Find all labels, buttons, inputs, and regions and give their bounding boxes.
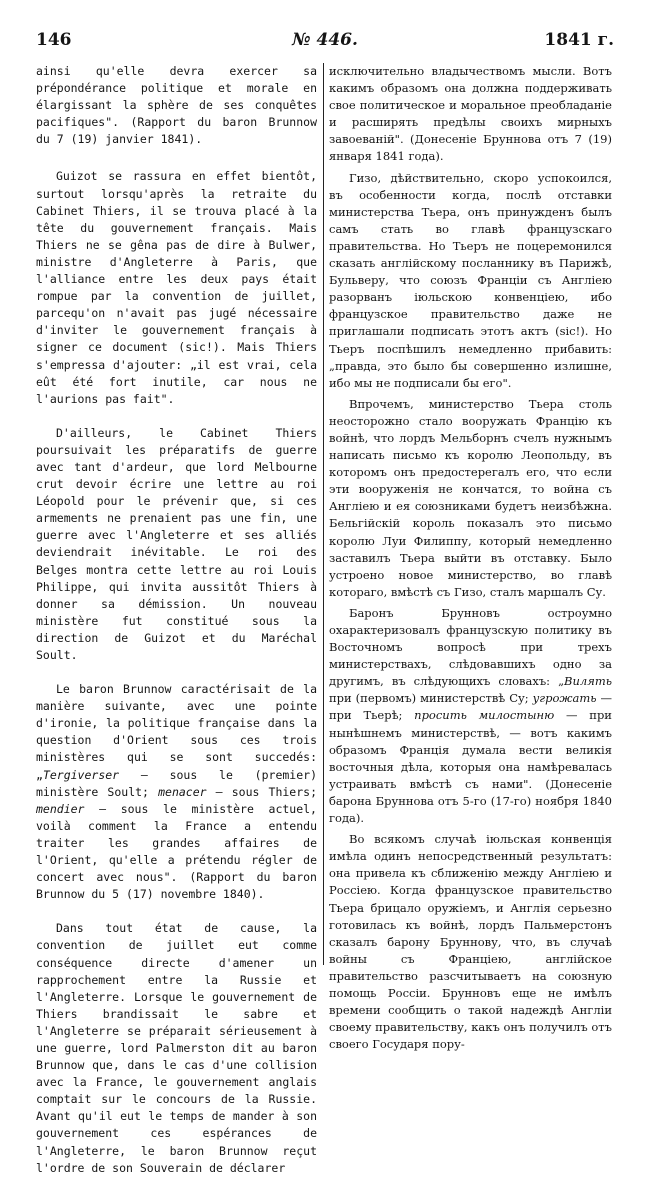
fr-p3-term-tergiverser: Tergiverser — [42, 767, 120, 782]
french-column — [36, 63, 317, 1175]
ru-paragraph-4: Во всякомъ случаѣ іюльская конвенція имѣла одинъ непосредственный результатъ: она привела къ сближенію между Англіею и Россіею. Когда французское правительство Тьера брицало оружіемъ, и Англія серьезно готовилась къ войнѣ, лордъ Пальмерстонъ сказалъ барону Бруннову, что, въ случаѣ войны съ Франціею, англійское правительство разсчитываетъ на союзную помощь Россіи. Брунновъ еще не имѣлъ времени сообщить о такой надеждѣ Англіи своему правительству, какъ онъ получилъ отъ своего Государя пору- — [329, 832, 612, 1052]
fr-p3-text-c: — sous Thiers; — [206, 784, 317, 799]
fr-p3-text-d: — sous le ministère actuel, voilà comment la France a entendu traiter les grandes affaires de l'Orient, qu'elle a prétendu régler de concert avec nous". (Rapport du baron Brunnow du 5 (17) novembre 1840). — [36, 801, 317, 902]
fr-paragraph-2: D'ailleurs, le Cabinet Thiers poursuivait les préparatifs de guerre avec tant d'ardeur, que lord Melbourne crut devoir écrire une lettre au roi Léopold pour le prévenir que, si ces armements ne prenaient pas une fin, une guerre avec l'Angleterre et ses alliés deviendrait inévitable. Le roi des Belges montra cette lettre au roi Louis Philippe, qui invita aussitôt Thiers à donner sa démission. Un nouveau ministère fut constitué sous la direction de Guizot et du Maréchal Soult. — [36, 425, 317, 662]
fr-paragraph-3 — [36, 681, 317, 903]
russian-column — [329, 63, 612, 1052]
ru-p3-term-ugrozhat: угрожать — [532, 691, 597, 706]
document-number: № 446. — [292, 30, 358, 50]
ru-p3-text-b: при (первомъ) министерствѣ Су; — [329, 691, 533, 706]
page-header — [36, 30, 614, 56]
fr-p3-term-menacer: menacer — [158, 784, 207, 799]
fr-paragraph-1: Guizot se rassura en effet bientôt, surtout lorsqu'après la retraite du Cabinet Thiers, il se trouva placé à la tête du gouvernement français. Mais Thiers ne se gêna pas de dire à Bulwer, ministre d'Angleterre à Paris, que l'alliance entre les deux pays était rompue par la convention de juillet, parcequ'on n'avait pas jugé nécessaire d'inviter le gouvernement français à signer ce document (sic!). Mais Thiers s'empressa d'ajouter: „il est vrai, cela eût été fort inutile, car nous ne l'aurions pas fait". — [36, 169, 317, 406]
header-year: 1841 г. — [544, 30, 614, 50]
fr-paragraph-0: ainsi qu'elle devra exercer sa prépondérance politique et morale en élargissant la sphère de ses conquêtes pacifiques". (Rapport du baron Brunnow du 7 (19) janvier 1841). — [36, 64, 317, 147]
fr-p3-text-a: Le baron Brunnow caractérisait de la manière suivante, avec une pointe d'ironie, la politique française dans la question d'Orient sous ces trois ministères qui se sont succedés: „ — [36, 682, 317, 782]
ru-paragraph-1: Гизо, дѣйствительно, скоро успокоился, въ особенности когда, послѣ отставки министерства Тьера, онъ принужденъ былъ самъ стать во главѣ французскаго правительства. Но Тьеръ не поцеремонился сказать англійскому посланнику въ Парижѣ, Бульверу, что союзъ Франціи съ Англіею разорванъ іюльскою конвенціею, ибо французское правительство даже не приглашали подписать этотъ актъ (sic!). Но Тьеръ поспѣшилъ немедленно прибавить: „правда, это было бы совершенно излишне, ибо мы не подписали бы его". — [329, 170, 612, 390]
ru-paragraph-3 — [329, 605, 612, 827]
page-number: 146 — [36, 30, 72, 50]
fr-p3-text-b: — sous le (premier) ministère Soult; — [36, 767, 317, 799]
ru-paragraph-0: исключительно владычествомъ мысли. Вотъ какимъ образомъ она должна поддерживать свое политическое и моральное преобладаніе и расширять предѣлы своихъ мирныхъ завоеваній". (Донесеніе Бруннова отъ 7 (19) января 1841 года). — [329, 64, 612, 164]
column-divider — [323, 63, 324, 965]
ru-p3-text-a: Баронъ Брунновъ остроумно охарактеризовалъ французскую политику въ Восточномъ вопросѣ при трехъ министерствахъ, слѣдовавшихъ одно за другимъ, въ слѣдующихъ словахъ: „ — [329, 605, 612, 689]
ru-p3-term-viliat: Вилять — [564, 674, 612, 689]
fr-p3-term-mendier: mendier — [36, 801, 85, 816]
ru-p3-text-d: — при нынѣшнемъ министерствѣ, — вотъ какимъ образомъ Франція думала вести великія восточныя дѣла, которыя она намѣревалась устраивать вмѣстѣ съ нами". (Донесеніе барона Бруннова отъ 5-го (17-го) ноября 1840 года). — [329, 708, 612, 826]
ru-p3-term-prosit: просить милостыню — [414, 708, 555, 723]
ru-p3-text-c: — при Тьерѣ; — [329, 691, 612, 723]
fr-paragraph-4: Dans tout état de cause, la convention de juillet eut comme conséquence directe d'amener un rapprochement entre la Russie et l'Angleterre. Lorsque le gouvernement de Thiers brandissait le sabre et l'Angleterre se préparait sérieusement à une guerre, lord Palmerston dit au baron Brunnow que, dans le cas d'une collision avec la France, le gouvernement anglais comptait sur le concours de la Russie. Avant qu'il eut le temps de mander à son gouvernement ces espérances de l'Angleterre, le baron Brunnow reçut l'ordre de son Souverain de déclarer — [36, 921, 317, 1175]
ru-paragraph-2: Впрочемъ, министерство Тьера столь неосторожно стало вооружать Францію къ войнѣ, что лордъ Мельборнъ счелъ нужнымъ написать письмо къ королю Леопольду, въ которомъ онъ предостерегалъ его, что если эти вооруженія не кончатся, то война съ Англіею и ея союзниками будетъ неизбѣжна. Бельгійскій король показалъ это письмо королю Луи Филиппу, который немедленно заставилъ Тьера выйти въ отставку. Было устроено новое министерство, во главѣ котораго, вмѣстѣ съ Гизо, сталъ маршалъ Су. — [329, 396, 612, 599]
